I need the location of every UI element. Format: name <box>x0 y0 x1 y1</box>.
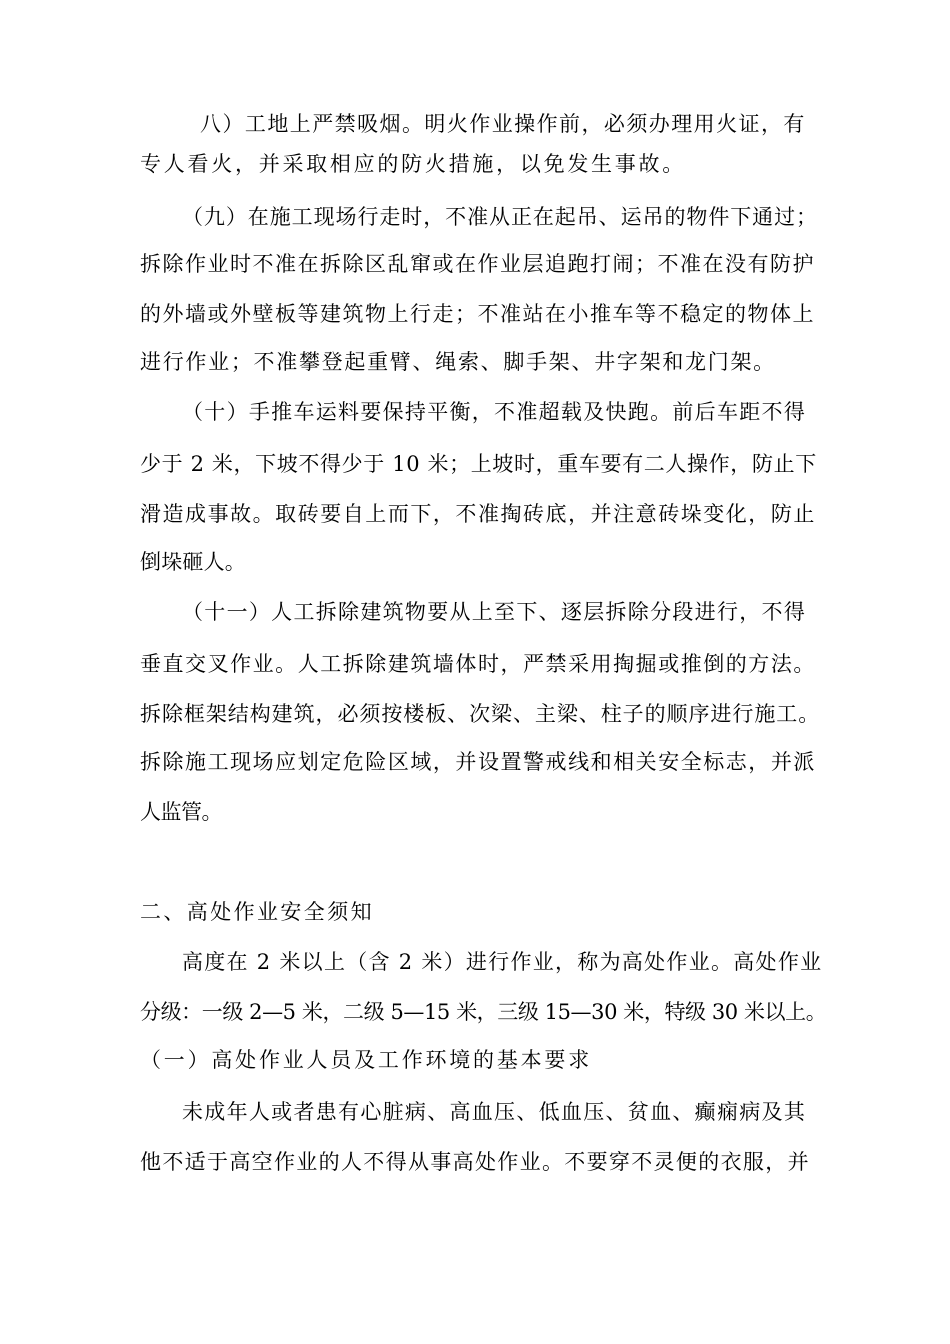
subsection-heading: （一）高处作业人员及工作环境的基本要求 <box>140 1048 593 1072</box>
text-line-12: 垂直交叉作业。人工拆除建筑墙体时，严禁采用掏掘或推倒的方法。 <box>140 652 816 676</box>
text-line-9: 滑造成事故。取砖要自上而下，不准掏砖底，并注意砖垛变化，防止 <box>140 502 816 526</box>
text-line-7: （十）手推车运料要保持平衡，不准超载及快跑。前后车距不得 <box>182 400 807 424</box>
text-line-17: 高度在 2 米以上（含 2 米）进行作业，称为高处作业。高处作业 <box>182 950 823 974</box>
text-line-1: 八）工地上严禁吸烟。明火作业操作前，必须办理用火证，有 <box>200 112 806 136</box>
text-line-18: 分级：一级 2—5 米，二级 5—15 米，三级 15—30 米，特级 30 米以上。 <box>140 1000 827 1024</box>
text-line-3: （九）在施工现场行走时，不准从正在起吊、运吊的物件下通过； <box>182 205 818 229</box>
text-line-13: 拆除框架结构建筑，必须按楼板、次梁、主梁、柱子的顺序进行施工。 <box>140 702 821 726</box>
text-line-15: 人监管。 <box>140 800 222 824</box>
text-line-8: 少于 2 米，下坡不得少于 10 米；上坡时，重车要有二人操作，防止下 <box>140 452 817 476</box>
text-line-6: 进行作业；不准攀登起重臂、绳索、脚手架、井字架和龙门架。 <box>140 350 776 374</box>
section-heading: 二、高处作业安全须知 <box>140 900 374 924</box>
text-line-5: 的外墙或外壁板等建筑物上行走；不准站在小推车等不稳定的物体上 <box>140 302 815 326</box>
text-line-2: 专人看火，并采取相应的防火措施，以免发生事故。 <box>140 152 687 176</box>
text-line-14: 拆除施工现场应划定危险区域，并设置警戒线和相关安全标志，并派 <box>140 750 816 774</box>
text-line-11: （十一）人工拆除建筑物要从上至下、逐层拆除分段进行，不得 <box>182 600 807 624</box>
text-line-21: 他不适于高空作业的人不得从事高处作业。不要穿不灵便的衣服，并 <box>140 1150 810 1174</box>
text-line-20: 未成年人或者患有心脏病、高血压、低血压、贫血、癫痫病及其 <box>182 1100 807 1124</box>
text-line-4: 拆除作业时不准在拆除区乱窜或在作业层追跑打闹；不准在没有防护 <box>140 252 815 276</box>
text-line-10: 倒垛砸人。 <box>140 550 246 574</box>
